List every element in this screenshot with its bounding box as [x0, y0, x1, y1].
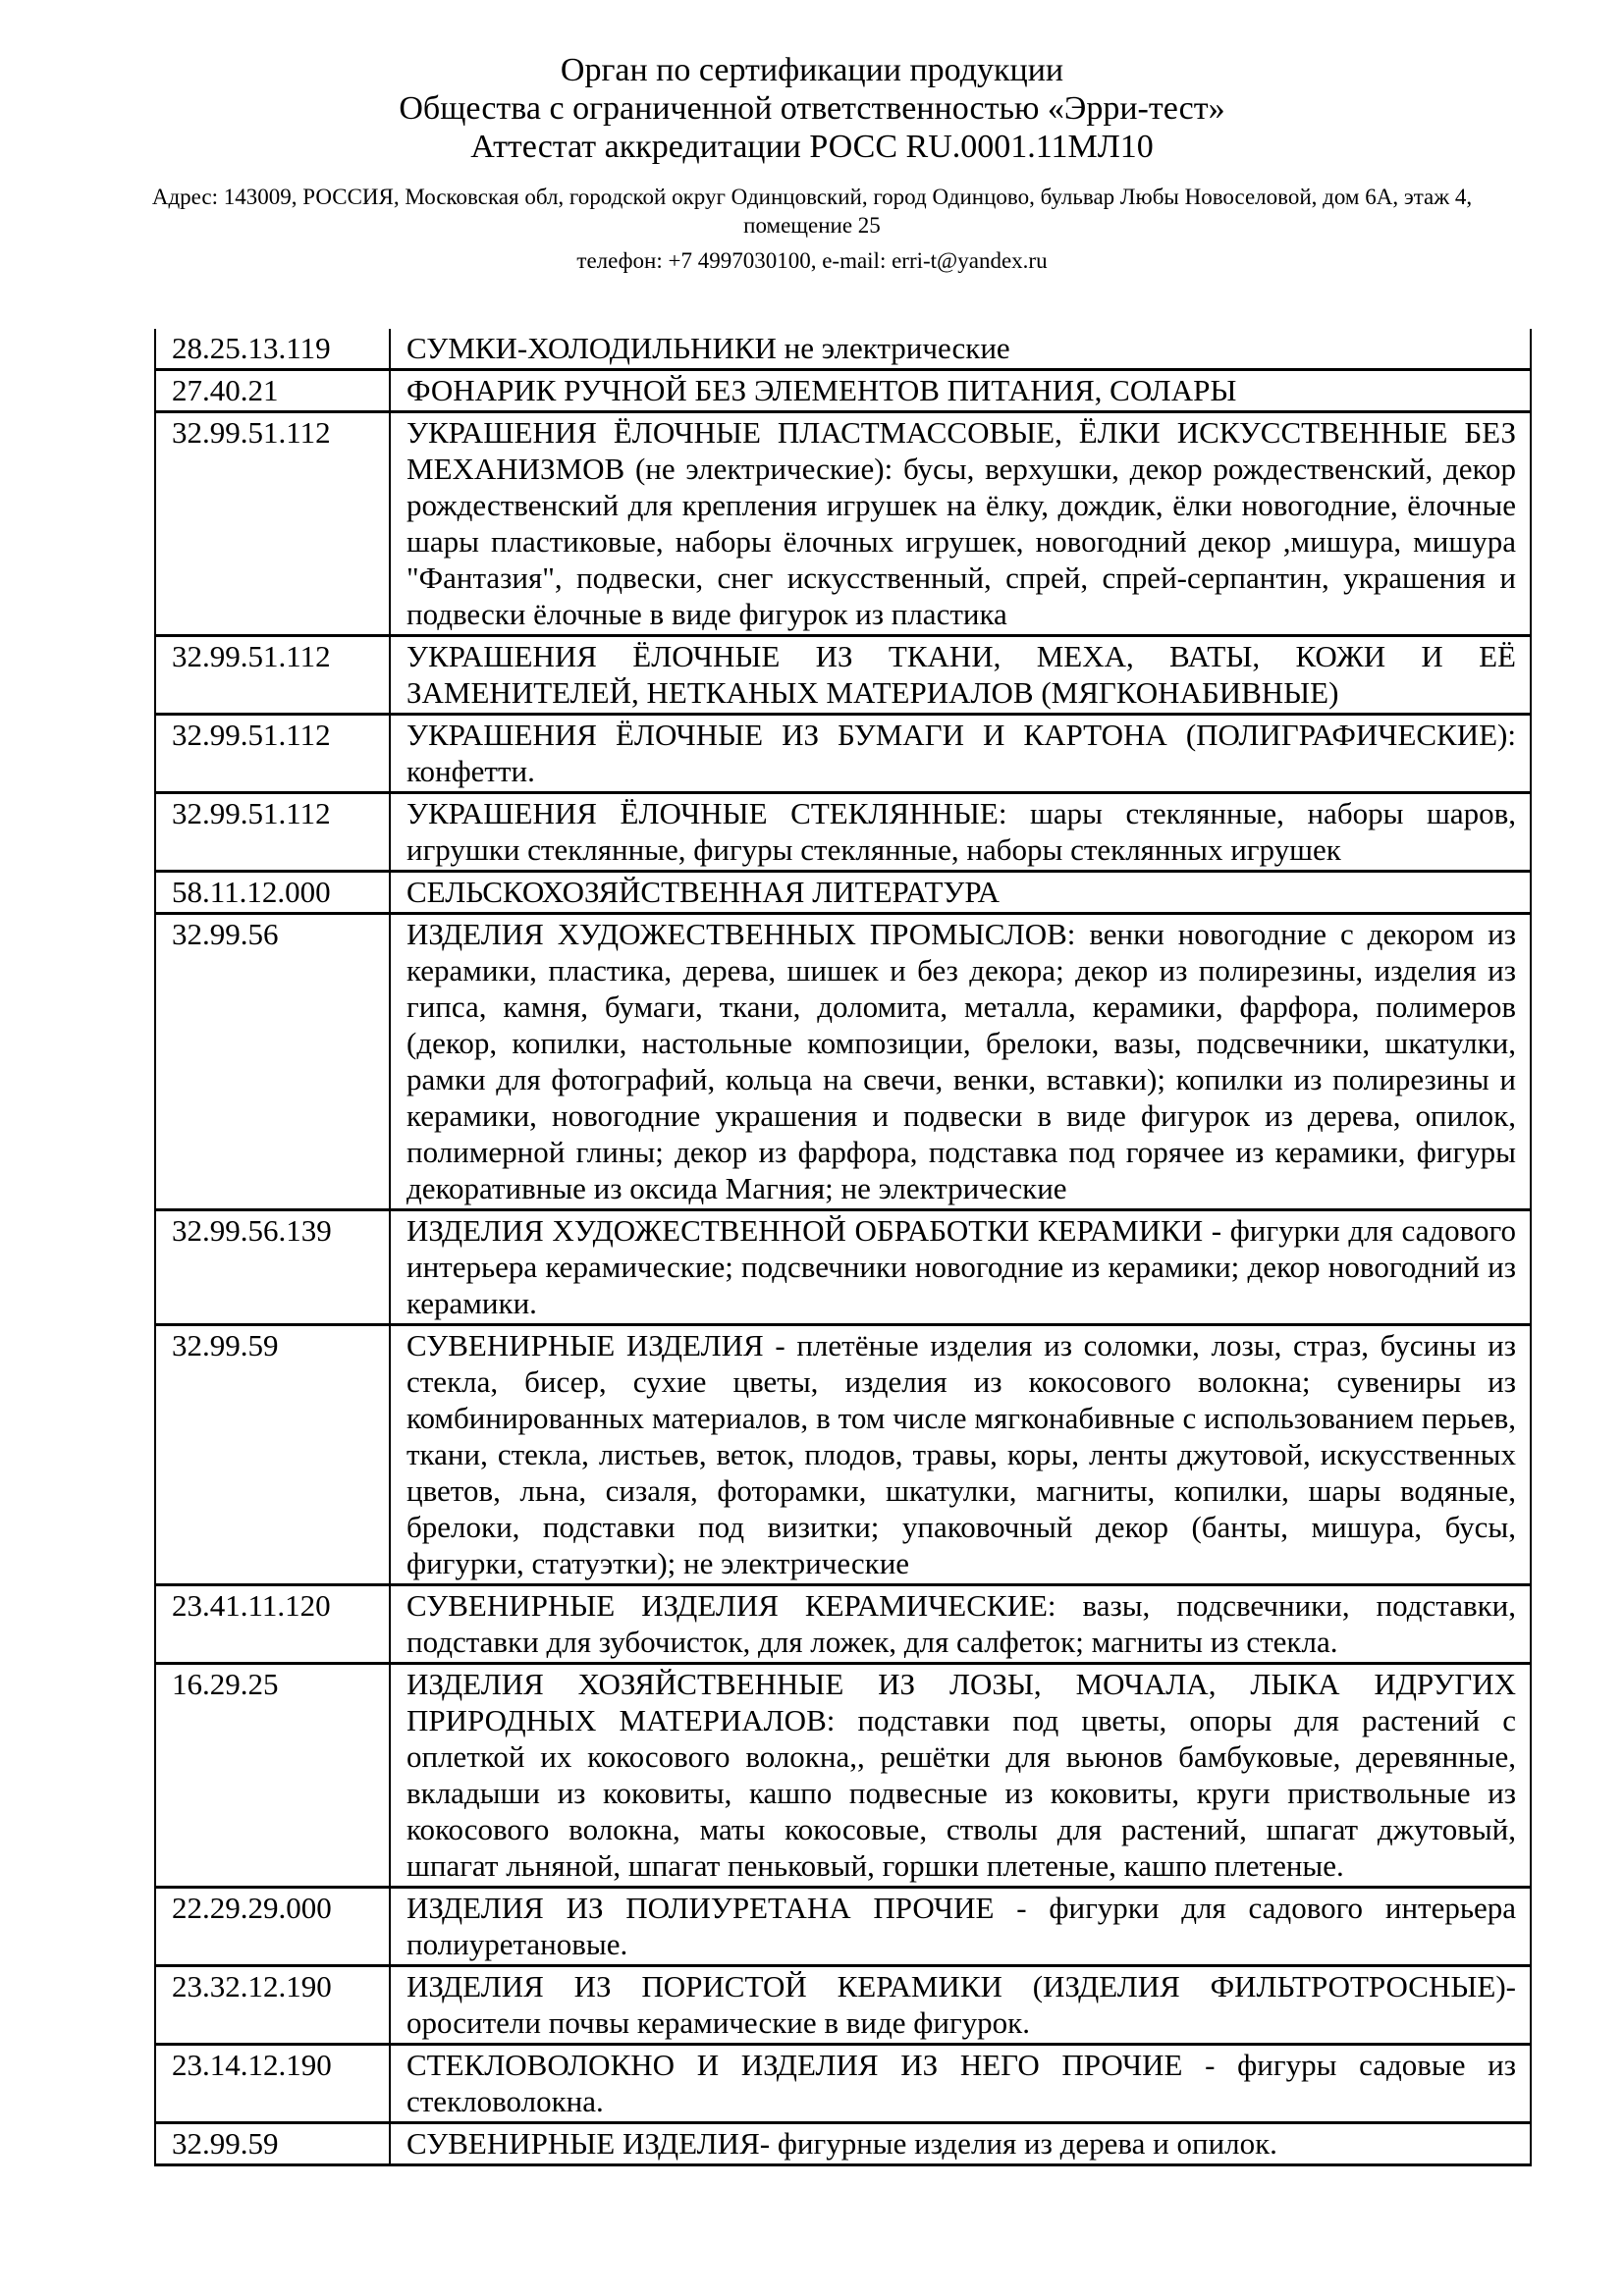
address-line1: Адрес: 143009, РОССИЯ, Московская обл, городской округ Одинцовский, город Одинцово, бульвар Любы Новоселовой, дом 6А, этаж 4,	[151, 185, 1473, 209]
product-description: СТЕКЛОВОЛОКНО И ИЗДЕЛИЯ ИЗ НЕГО ПРОЧИЕ - фигуры садовые из стекловолокна.	[390, 2045, 1531, 2123]
table-row	[155, 914, 1531, 1210]
product-code: 32.99.51.112	[155, 412, 390, 636]
table-row	[155, 793, 1531, 872]
product-code: 32.99.56.139	[155, 1210, 390, 1325]
product-description: СУВЕНИРНЫЕ ИЗДЕЛИЯ КЕРАМИЧЕСКИЕ: вазы, подсвечники, подставки, подставки для зубочисток, для ложек, для салфеток; магниты из стекла.	[390, 1585, 1531, 1664]
product-code: 28.25.13.119	[155, 329, 390, 370]
product-description: ИЗДЕЛИЯ ХУДОЖЕСТВЕННОЙ ОБРАБОТКИ КЕРАМИКИ - фигурки для садового интерьера керамические; подсвечники новогодние из керамики; декор новогодний из керамики.	[390, 1210, 1531, 1325]
product-description: ИЗДЕЛИЯ ХОЗЯЙСТВЕННЫЕ ИЗ ЛОЗЫ, МОЧАЛА, ЛЫКА ИДРУГИХ ПРИРОДНЫХ МАТЕРИАЛОВ: подставки под цветы, опоры для растений с оплеткой их кокосового волокна,, решётки для вьюнов бамбуковые, деревянные, вкладыши из коковиты, кашпо подвесные из коковиты, круги приствольные из кокосового волокна, маты кокосовые, стволы для растений, шпагат джутовый, шпагат льняной, шпагат пеньковый, горшки плетеные, кашпо плетеные.	[390, 1664, 1531, 1888]
product-description: СУВЕНИРНЫЕ ИЗДЕЛИЯ - плетёные изделия из соломки, лозы, страз, бусины из стекла, бисер, сухие цветы, изделия из кокосового волокна; сувениры из комбинированных материалов, в том числе мягконабивные с использованием перьев, ткани, стекла, листьев, веток, плодов, травы, коры, ленты джутовой, искусственных цветов, льна, сизаля, фоторамки, шкатулки, магниты, копилки, шары водяные, брелоки, подставки под визитки; упаковочный декор (банты, мишура, бусы, фигурки, статуэтки); не электрические	[390, 1325, 1531, 1585]
product-description: СУВЕНИРНЫЕ ИЗДЕЛИЯ- фигурные изделия из дерева и опилок.	[390, 2123, 1531, 2165]
product-code: 32.99.51.112	[155, 715, 390, 793]
document-header	[0, 51, 1624, 275]
product-code: 23.32.12.190	[155, 1966, 390, 2045]
product-description: ИЗДЕЛИЯ ИЗ ПОЛИУРЕТАНА ПРОЧИЕ - фигурки для садового интерьера полиуретановые.	[390, 1888, 1531, 1966]
table-row	[155, 636, 1531, 715]
product-description: СУМКИ-ХОЛОДИЛЬНИКИ не электрические	[390, 329, 1531, 370]
certification-products-table	[154, 329, 1532, 2166]
product-description: УКРАШЕНИЯ ЁЛОЧНЫЕ ПЛАСТМАССОВЫЕ, ЁЛКИ ИСКУССТВЕННЫЕ БЕЗ МЕХАНИЗМОВ (не электрические): бусы, верхушки, декор рождественский, декор рождественский для крепления игрушек на ёлку, дождик, ёлки новогодние, ёлочные шары пластиковые, наборы ёлочных игрушек, новогодний декор ,мишура, мишура "Фантазия", подвески, снег искусственный, спрей, спрей-серпантин, украшения и подвески ёлочные в виде фигурок из пластика	[390, 412, 1531, 636]
table-body	[155, 329, 1531, 2165]
product-code: 32.99.59	[155, 2123, 390, 2165]
product-description: УКРАШЕНИЯ ЁЛОЧНЫЕ ИЗ ТКАНИ, МЕХА, ВАТЫ, КОЖИ И ЕЁ ЗАМЕНИТЕЛЕЙ, НЕТКАНЫХ МАТЕРИАЛОВ (МЯГКОНАБИВНЫЕ)	[390, 636, 1531, 715]
product-code: 23.14.12.190	[155, 2045, 390, 2123]
product-code: 32.99.59	[155, 1325, 390, 1585]
table-row	[155, 370, 1531, 412]
table-row	[155, 1585, 1531, 1664]
product-code: 16.29.25	[155, 1664, 390, 1888]
org-title-line1: Орган по сертификации продукции	[560, 52, 1064, 88]
table-row	[155, 1888, 1531, 1966]
contact-line: телефон: +7 4997030100, e-mail: erri-t@yandex.ru	[576, 248, 1048, 273]
product-code: 32.99.51.112	[155, 793, 390, 872]
table-row	[155, 1966, 1531, 2045]
product-code: 32.99.51.112	[155, 636, 390, 715]
product-code: 58.11.12.000	[155, 872, 390, 914]
product-description: ИЗДЕЛИЯ ИЗ ПОРИСТОЙ КЕРАМИКИ (ИЗДЕЛИЯ ФИЛЬТРОТРОСНЫЕ)- оросители почвы керамические в виде фигурок.	[390, 1966, 1531, 2045]
product-code: 27.40.21	[155, 370, 390, 412]
table-row	[155, 1325, 1531, 1585]
table-row	[155, 2045, 1531, 2123]
address-line2: помещение 25	[743, 213, 881, 238]
product-description: УКРАШЕНИЯ ЁЛОЧНЫЕ ИЗ БУМАГИ И КАРТОНА (ПОЛИГРАФИЧЕСКИЕ): конфетти.	[390, 715, 1531, 793]
table-row	[155, 2123, 1531, 2165]
table-row	[155, 1664, 1531, 1888]
product-code: 23.41.11.120	[155, 1585, 390, 1664]
product-code: 32.99.56	[155, 914, 390, 1210]
product-description: ФОНАРИК РУЧНОЙ БЕЗ ЭЛЕМЕНТОВ ПИТАНИЯ, СОЛАРЫ	[390, 370, 1531, 412]
table-row	[155, 329, 1531, 370]
table-row	[155, 412, 1531, 636]
table-row	[155, 1210, 1531, 1325]
product-description: УКРАШЕНИЯ ЁЛОЧНЫЕ СТЕКЛЯННЫЕ: шары стеклянные, наборы шаров, игрушки стеклянные, фигуры стеклянные, наборы стеклянных игрушек	[390, 793, 1531, 872]
table-row	[155, 872, 1531, 914]
table-row	[155, 715, 1531, 793]
product-description: СЕЛЬСКОХОЗЯЙСТВЕННАЯ ЛИТЕРАТУРА	[390, 872, 1531, 914]
org-title-line2: Общества с ограниченной ответственностью «Эрри-тест»	[399, 90, 1225, 127]
product-code: 22.29.29.000	[155, 1888, 390, 1966]
product-description: ИЗДЕЛИЯ ХУДОЖЕСТВЕННЫХ ПРОМЫСЛОВ: венки новогодние с декором из керамики, пластика, дерева, шишек и без декора; декор из полирезины, изделия из гипса, камня, бумаги, ткани, доломита, металла, керамики, фарфора, полимеров (декор, копилки, настольные композиции, брелоки, вазы, подсвечники, шкатулки, рамки для фотографий, кольца на свечи, венки, вставки); копилки из полирезины и керамики, новогодние украшения и подвески в виде фигурок из дерева, опилок, полимерной глины; декор из фарфора, подставка под горячее из керамики, фигуры декоративные из оксида Магния; не электрические	[390, 914, 1531, 1210]
accreditation-line: Аттестат аккредитации РОСС RU.0001.11МЛ10	[470, 129, 1154, 165]
